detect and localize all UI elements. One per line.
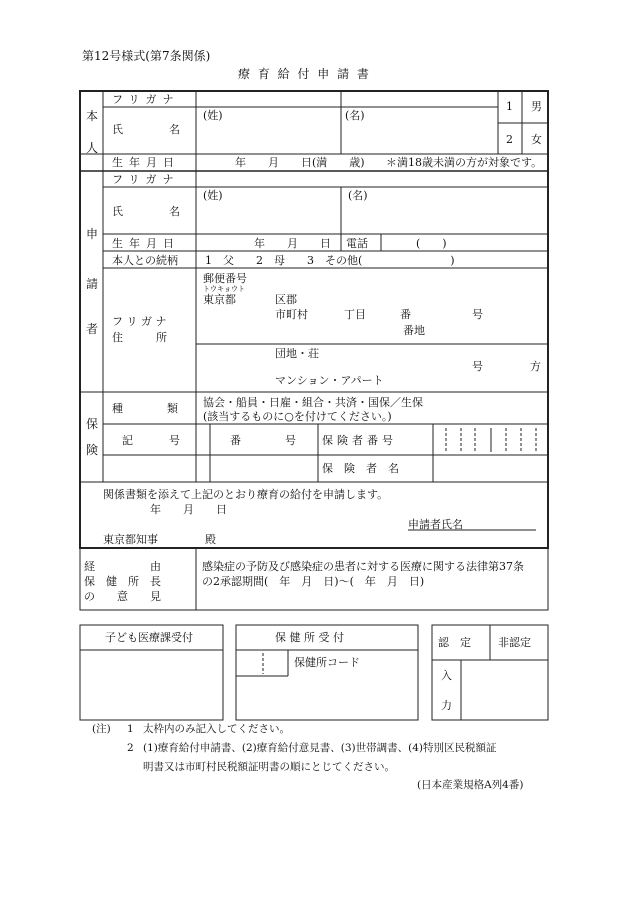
kigo-label: 記号: [122, 434, 216, 447]
patient-furigana-label: フリガナ: [112, 93, 180, 106]
note-2-line-2: 明書又は市町村民税額証明書の順にとじてください。: [143, 761, 395, 773]
chome: 丁目: [344, 308, 366, 321]
nintei-label: 認 定: [438, 636, 471, 649]
note-2-line-1: (1)療育給付申請書、(2)療育給付意見書、(3)世帯調書、(4)特別区民税額証: [143, 742, 497, 754]
hokenjo-code-label: 保健所コード: [294, 656, 360, 669]
opinion-label-3: の 意 見: [84, 590, 161, 603]
sex-2-num: 2: [506, 133, 513, 146]
form-number: 第12号様式(第7条関係): [82, 49, 211, 63]
kata: 方: [530, 360, 541, 373]
insurance-section-label-1: 保: [86, 417, 99, 431]
address-furigana-label: フ リ ガ ナ: [112, 315, 167, 328]
dono: 殿: [205, 533, 216, 546]
opinion-text-1: 感染症の予防及び感染症の患者に対する医療に関する法律第37条: [202, 560, 524, 573]
insurance-types-note: (該当するものに○を付けてください。): [203, 410, 392, 423]
mansion: マンション・アパート: [275, 374, 384, 387]
input-label-1: 入: [441, 669, 452, 682]
applicant-section-label-1: 申: [86, 227, 99, 241]
applicant-name-label: 氏名: [112, 205, 226, 218]
address-label: 住 所: [112, 331, 167, 344]
patient-section-label-2: 人: [86, 141, 99, 155]
applicant-section-label-3: 者: [86, 322, 99, 336]
opinion-label-2: 保 健 所 長: [84, 575, 161, 588]
note-1: 太枠内のみ記入してください。: [143, 723, 290, 735]
tokyoto-kana: トウキョウト: [203, 285, 245, 293]
patient-section-label-1: 本: [86, 109, 99, 123]
insurer-name-label: 保険者名: [322, 462, 410, 475]
patient-dob-value[interactable]: 年 月 日(満 歳): [235, 156, 365, 169]
notes-label: (注): [92, 723, 111, 735]
applicant-dob-value[interactable]: 年 月 日: [254, 237, 331, 250]
patient-sei: (姓): [203, 109, 223, 122]
page-title: 療 育 給 付 申 請 書: [238, 67, 371, 81]
danchi: 団地・荘: [275, 347, 319, 360]
sex-female[interactable]: 女: [531, 133, 542, 146]
phone-label: 電話: [346, 237, 368, 250]
applicant-dob-label: 生年月日: [112, 237, 180, 250]
applicant-sei: (姓): [203, 189, 223, 202]
phone-value[interactable]: ( ): [416, 237, 447, 250]
input-label-2: 力: [441, 699, 452, 712]
note-1-num: 1: [127, 723, 134, 735]
applicant-section-label-2: 請: [86, 277, 99, 291]
hokenjo-reception-label: 保 健 所 受 付: [275, 631, 344, 644]
applicant-furigana-label: フリガナ: [112, 173, 180, 186]
go: 号: [472, 308, 483, 321]
patient-mei: (名): [345, 109, 365, 122]
postal-label: 郵便番号: [203, 272, 247, 285]
hinintei-label: 非認定: [498, 636, 531, 649]
applicant-mei: (名): [348, 189, 368, 202]
patient-name-label: 氏名: [112, 123, 226, 136]
patient-age-note: ＊満18歳未満の方が対象です。: [386, 156, 543, 169]
banchi: 番地: [403, 324, 425, 337]
relation-label: 本人との続柄: [112, 254, 178, 267]
declaration-date[interactable]: 年 月 日: [150, 503, 227, 516]
declaration-text: 関係書類を添えて上記のとおり療育の給付を申請します。: [103, 488, 389, 501]
relation-options[interactable]: 1 父 2 母 3 その他( ): [205, 254, 455, 267]
insurance-section-label-2: 険: [86, 443, 99, 457]
governor: 東京都知事: [103, 533, 158, 546]
sex-1-num: 1: [506, 100, 513, 113]
paper-size: (日本産業規格A列4番): [417, 779, 524, 791]
kodomo-reception-label: 子ども医療課受付: [105, 631, 193, 644]
sex-male[interactable]: 男: [531, 100, 542, 113]
signer-label: 申請者氏名: [408, 518, 463, 531]
ban: 番: [400, 308, 411, 321]
note-2-num: 2: [127, 742, 134, 754]
patient-dob-label: 生年月日: [112, 156, 180, 169]
insurance-types[interactable]: 協会・船員・日雇・組合・共済・国保／生保: [203, 396, 423, 409]
opinion-label-1: 経 由: [84, 560, 161, 573]
tokyoto: 東京都: [203, 293, 236, 306]
bango-label: 番号: [230, 434, 340, 447]
opinion-text-2: の2承認期間( 年 月 日)～( 年 月 日): [202, 575, 425, 588]
shichoson: 市町村: [275, 308, 308, 321]
insurance-type-label: 種類: [112, 402, 222, 415]
go-2: 号: [472, 360, 483, 373]
insurer-number-label: 保険者番号: [322, 434, 397, 447]
ku-gun: 区郡: [275, 293, 297, 306]
